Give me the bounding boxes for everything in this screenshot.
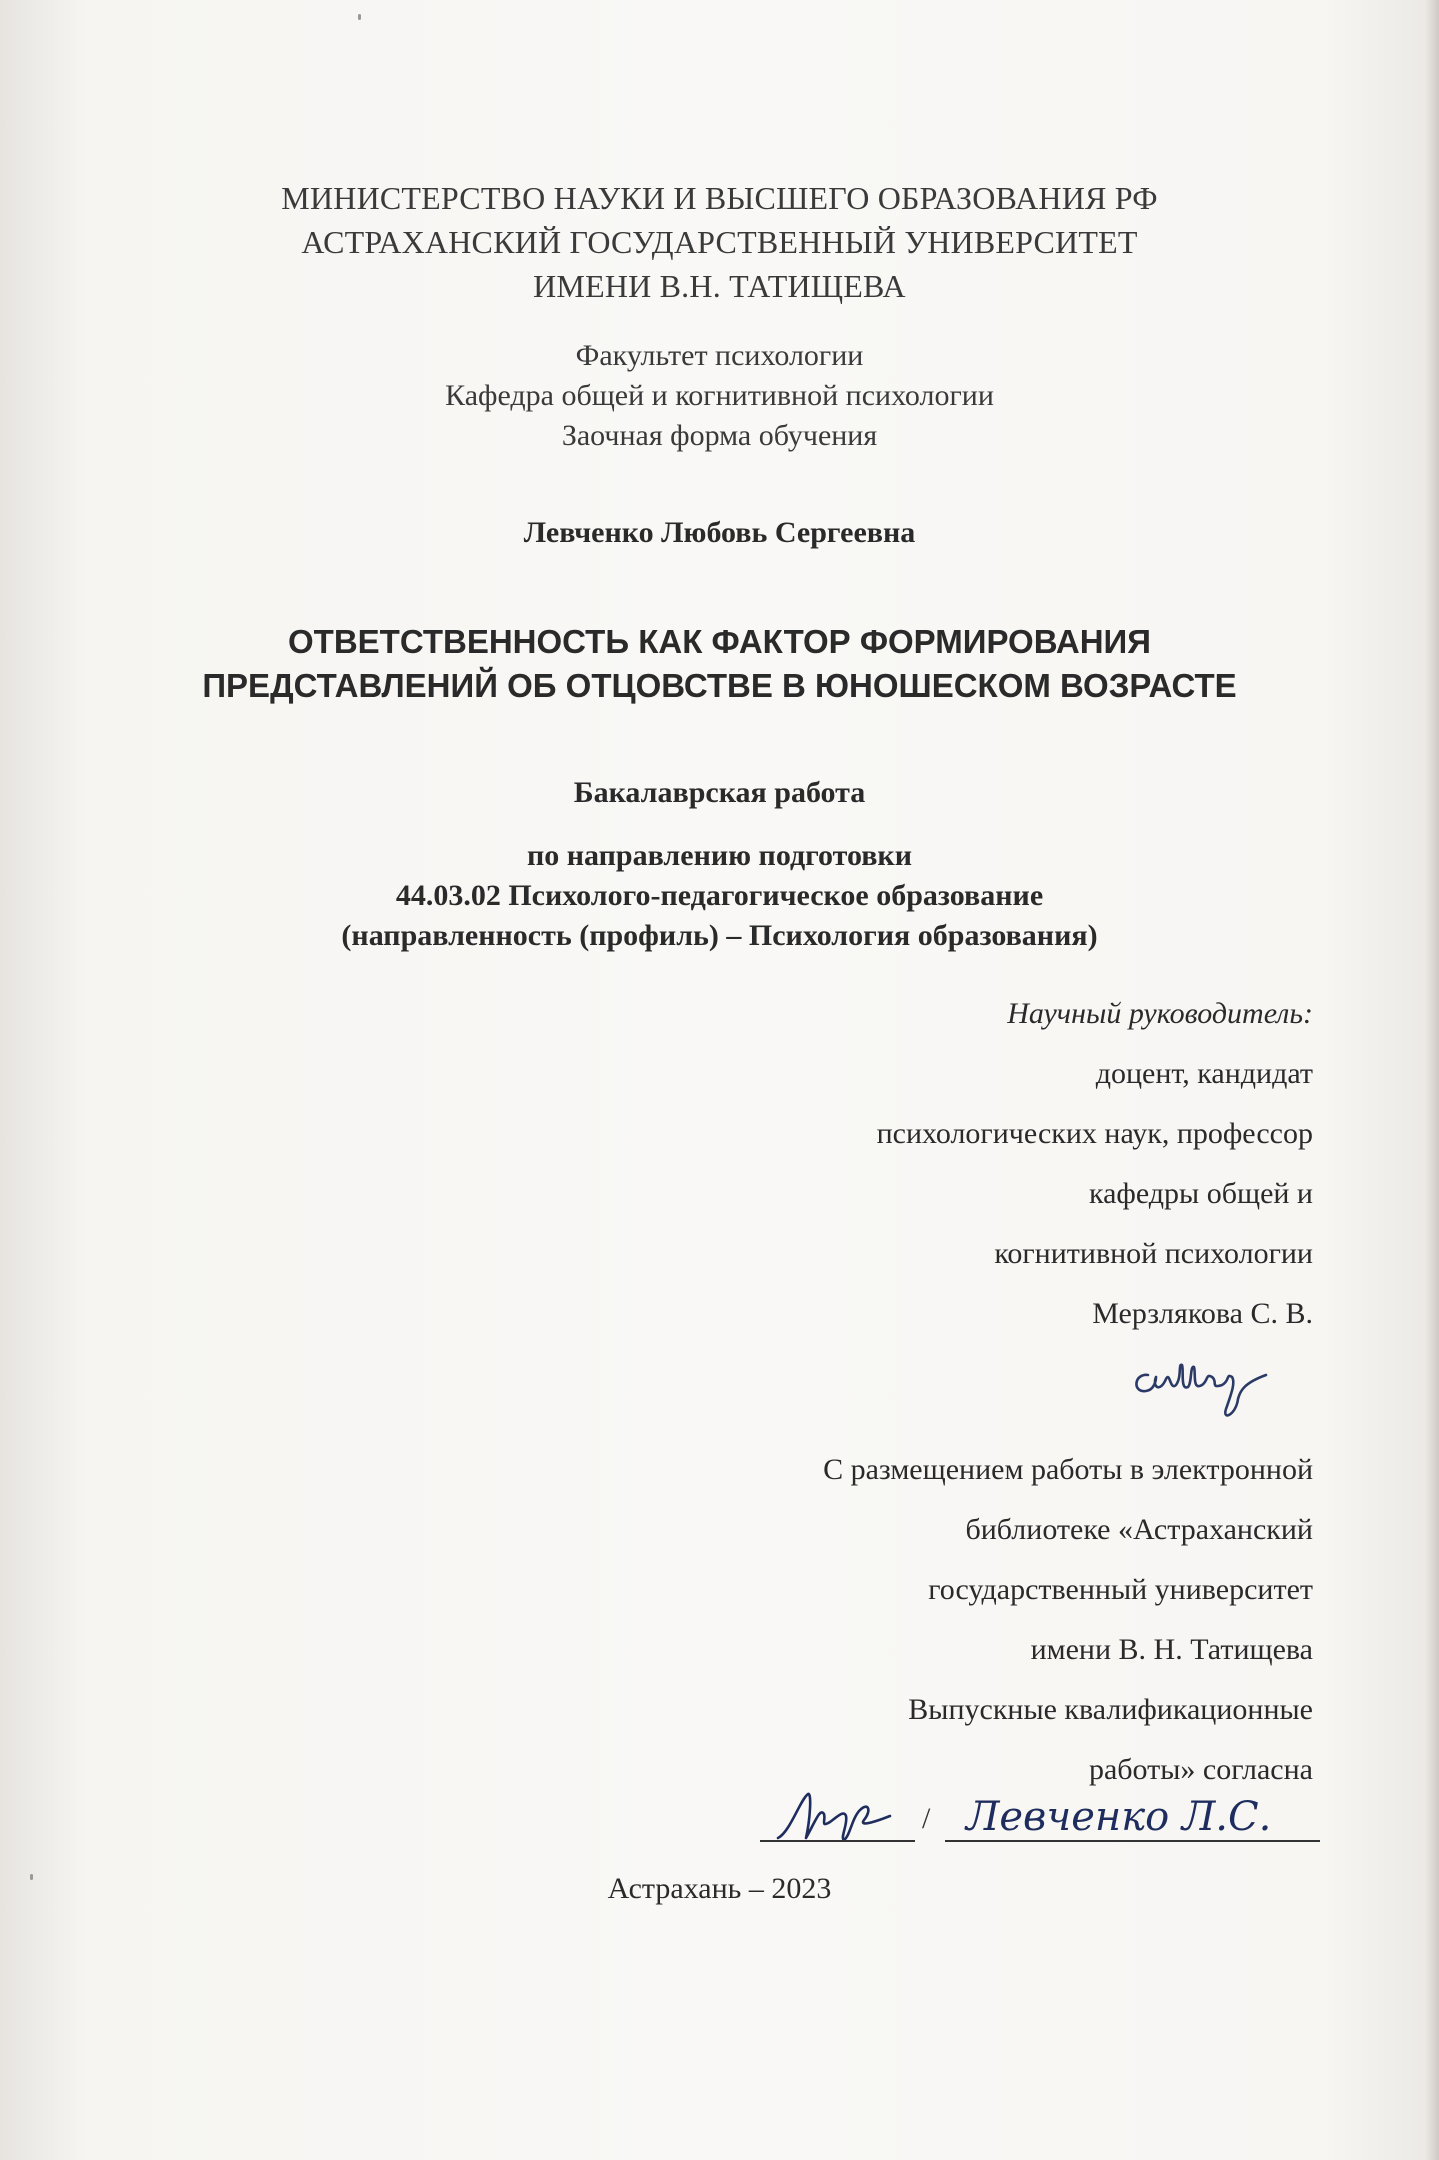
consent-line: С размещением работы в электронной (823, 1453, 1313, 1486)
faculty-line: Факультет психологии (575, 339, 864, 372)
faculty-block (0, 336, 1439, 456)
supervisor-signature (1126, 1335, 1286, 1425)
thesis-title-line: ПРЕДСТАВЛЕНИЙ ОБ ОТЦОВСТВЕ В ЮНОШЕСКОМ ВОЗРАСТЕ (202, 667, 1237, 704)
name-underline (945, 1840, 1320, 1842)
consent-block (823, 1440, 1313, 1800)
thesis-title (0, 620, 1439, 708)
supervisor-name: Мерзлякова С. В. (1092, 1297, 1313, 1330)
university-name-line: ИМЕНИ В.Н. ТАТИЩЕВА (533, 268, 906, 304)
supervisor-label: Научный руководитель: (1007, 997, 1313, 1030)
supervisor-line: доцент, кандидат (1095, 1057, 1313, 1090)
signature-separator: / (922, 1802, 931, 1835)
ministry-header (0, 176, 1439, 308)
department-line: Кафедра общей и когнитивной психологии (445, 379, 994, 412)
supervisor-block (877, 984, 1313, 1344)
study-direction (0, 836, 1439, 956)
paper-speck (358, 14, 361, 20)
supervisor-line: когнитивной психологии (994, 1237, 1313, 1270)
handwritten-name-text: Левченко Л.С. (966, 1794, 1272, 1840)
paper-speck (30, 1874, 33, 1880)
supervisor-line: психологических наук, профессор (876, 1117, 1313, 1150)
direction-line: 44.03.02 Психолого-педагогическое образование (395, 879, 1044, 912)
supervisor-line: кафедры общей и (1088, 1177, 1313, 1210)
page-spine-shadow (1425, 0, 1439, 2160)
thesis-title-line: ОТВЕТСТВЕННОСТЬ КАК ФАКТОР ФОРМИРОВАНИЯ (288, 623, 1151, 660)
author-signature-row (760, 1780, 1320, 1850)
consent-line: библиотеке «Астраханский (965, 1513, 1313, 1546)
study-form-line: Заочная форма обучения (561, 419, 878, 452)
city-year: Астрахань – 2023 (607, 1872, 832, 1905)
consent-line: работы» согласна (1088, 1753, 1313, 1786)
signature-underline (760, 1840, 915, 1842)
direction-line: (направленность (профиль) – Психология образования) (341, 919, 1098, 952)
consent-line: имени В. Н. Татищева (1030, 1633, 1313, 1666)
consent-line: государственный университет (928, 1573, 1313, 1606)
ministry-line: МИНИСТЕРСТВО НАУКИ И ВЫСШЕГО ОБРАЗОВАНИЯ РФ (281, 180, 1158, 216)
author-name: Левченко Любовь Сергеевна (523, 516, 916, 549)
work-type: Бакалаврская работа (573, 776, 866, 809)
consent-line: Выпускные квалификационные (908, 1693, 1313, 1726)
university-line: АСТРАХАНСКИЙ ГОСУДАРСТВЕННЫЙ УНИВЕРСИТЕТ (301, 224, 1138, 260)
direction-line: по направлению подготовки (526, 839, 913, 872)
